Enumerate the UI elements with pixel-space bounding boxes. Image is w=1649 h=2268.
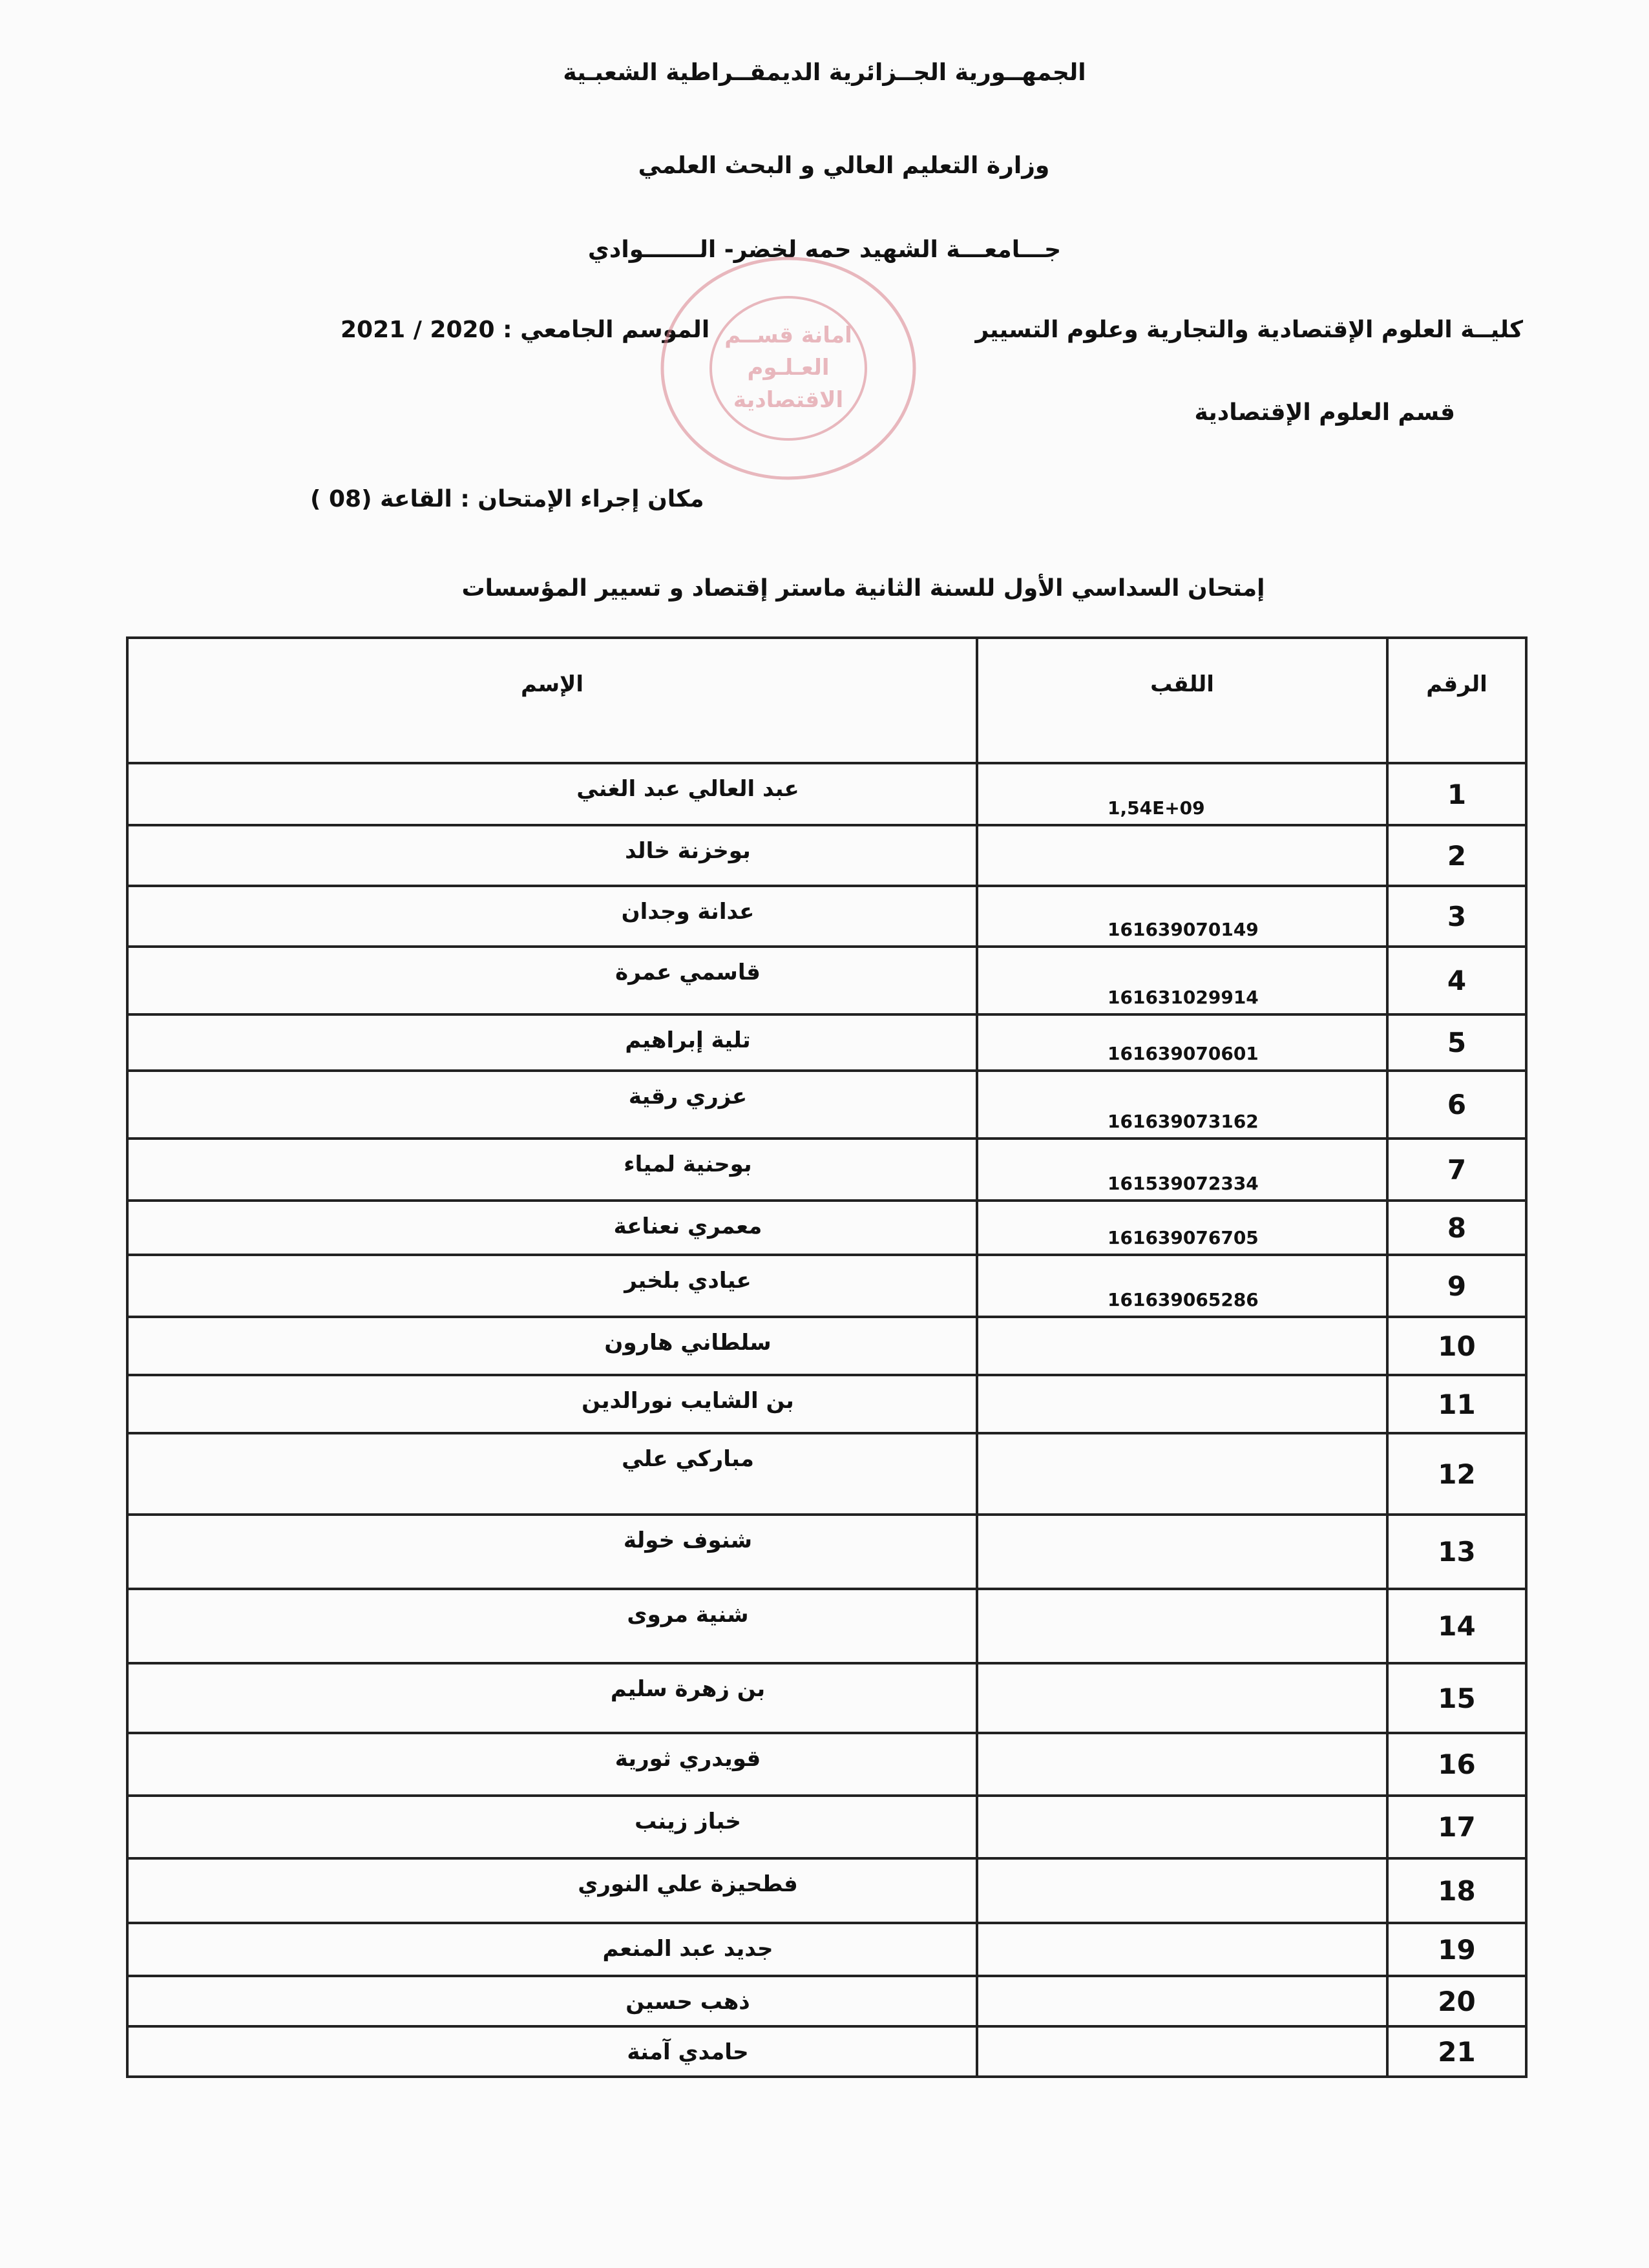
row-number: 5 — [1387, 1014, 1526, 1071]
row-surname: 161639070149 — [977, 886, 1387, 947]
row-number: 13 — [1387, 1515, 1526, 1589]
row-surname: 161639073162 — [977, 1071, 1387, 1139]
row-name: جديد عبد المنعم — [127, 1923, 977, 1976]
academic-season — [341, 317, 709, 343]
row-surname — [977, 1858, 1387, 1923]
table-row — [127, 1663, 1526, 1733]
row-surname — [977, 825, 1387, 886]
table-row — [127, 1317, 1526, 1375]
row-surname: 161639076705 — [977, 1201, 1387, 1255]
row-number: 7 — [1387, 1139, 1526, 1201]
table-row — [127, 1515, 1526, 1589]
stamp-line-3: الاقتصادية — [733, 387, 844, 413]
table-row — [127, 947, 1526, 1014]
row-surname: 161539072334 — [977, 1139, 1387, 1201]
table-row — [127, 1433, 1526, 1515]
row-number: 8 — [1387, 1201, 1526, 1255]
department-title: قسم العلوم الإقتصادية — [1194, 399, 1455, 426]
faculty-title: كليــة العلوم الإقتصادية والتجارية وعلوم التسيير — [975, 317, 1523, 343]
table-row — [127, 1255, 1526, 1317]
row-surname: 161639070601 — [977, 1014, 1387, 1071]
table-row — [127, 1796, 1526, 1858]
stamp-line-2: العـلـوم — [747, 355, 830, 381]
room-value: ( 08) — [310, 486, 372, 512]
row-number: 12 — [1387, 1433, 1526, 1515]
row-name: سلطاني هارون — [127, 1317, 977, 1375]
row-number: 6 — [1387, 1071, 1526, 1139]
row-number: 14 — [1387, 1589, 1526, 1663]
row-name: بوحنية لمياء — [127, 1139, 977, 1201]
row-surname — [977, 1976, 1387, 2026]
table-row — [127, 825, 1526, 886]
row-name: عيادي بلخير — [127, 1255, 977, 1317]
row-number: 9 — [1387, 1255, 1526, 1317]
department-stamp — [656, 252, 921, 485]
stamp-line-1: امانة قســم — [724, 322, 852, 348]
season-value: 2021 / 2020 — [341, 317, 495, 343]
table-row — [127, 1139, 1526, 1201]
header-name: الإسم — [127, 638, 977, 763]
row-surname: 161639065286 — [977, 1255, 1387, 1317]
table-row — [127, 1201, 1526, 1255]
table-row — [127, 1589, 1526, 1663]
row-surname — [977, 1433, 1387, 1515]
row-name: فطحيزة علي النوري — [127, 1858, 977, 1923]
row-name: بوخزنة خالد — [127, 825, 977, 886]
row-surname — [977, 1923, 1387, 1976]
table-header-row — [127, 638, 1526, 763]
row-name: عدانة وجدان — [127, 886, 977, 947]
table-row — [127, 1071, 1526, 1139]
row-number: 18 — [1387, 1858, 1526, 1923]
header-number: الرقم — [1387, 638, 1526, 763]
row-name: شنوف خولة — [127, 1515, 977, 1589]
row-number: 21 — [1387, 2026, 1526, 2077]
table-row — [127, 1014, 1526, 1071]
row-number: 15 — [1387, 1663, 1526, 1733]
row-name: مباركي علي — [127, 1433, 977, 1515]
row-name: عبد العالي عبد الغني — [127, 763, 977, 825]
row-surname — [977, 1317, 1387, 1375]
row-name: قويدري ثورية — [127, 1733, 977, 1796]
row-surname: 1,54E+09 — [977, 763, 1387, 825]
students-table — [126, 636, 1528, 2078]
table-body — [127, 763, 1526, 2077]
room-label: مكان إجراء الإمتحان : القاعة — [380, 486, 704, 512]
row-name: قاسمي عمرة — [127, 947, 977, 1014]
table-row — [127, 2026, 1526, 2077]
row-number: 2 — [1387, 825, 1526, 886]
row-number: 10 — [1387, 1317, 1526, 1375]
row-number: 1 — [1387, 763, 1526, 825]
season-label: الموسم الجامعي : — [503, 317, 710, 343]
row-name: خباز زينب — [127, 1796, 977, 1858]
table-row — [127, 1733, 1526, 1796]
republic-title: الجمهــورية الجــزائرية الديمقــراطية الشعبـية — [563, 59, 1086, 86]
table-row — [127, 1923, 1526, 1976]
row-number: 16 — [1387, 1733, 1526, 1796]
row-name: معمري نعناعة — [127, 1201, 977, 1255]
row-number: 3 — [1387, 886, 1526, 947]
university-title: جـــامعـــة الشهيد حمه لخضر- الـــــــوادي — [587, 236, 1062, 263]
table-row — [127, 1976, 1526, 2026]
row-number: 17 — [1387, 1796, 1526, 1858]
header-surname: اللقب — [977, 638, 1387, 763]
table-row — [127, 886, 1526, 947]
row-surname: 161631029914 — [977, 947, 1387, 1014]
row-surname — [977, 1663, 1387, 1733]
row-name: بن الشايب نورالدين — [127, 1375, 977, 1433]
row-name: بن زهرة سليم — [127, 1663, 977, 1733]
table-row — [127, 1375, 1526, 1433]
exam-room — [310, 486, 704, 512]
row-surname — [977, 1733, 1387, 1796]
row-name: شنية مروى — [127, 1589, 977, 1663]
row-surname — [977, 1589, 1387, 1663]
row-surname — [977, 2026, 1387, 2077]
table-row — [127, 763, 1526, 825]
row-number: 11 — [1387, 1375, 1526, 1433]
exam-title: إمتحان السداسي الأول للسنة الثانية ماستر إقتصاد و تسيير المؤسسات — [461, 575, 1265, 602]
row-name: حامدي آمنة — [127, 2026, 977, 2077]
table-row — [127, 1858, 1526, 1923]
row-surname — [977, 1515, 1387, 1589]
row-name: تلية إبراهيم — [127, 1014, 977, 1071]
row-number: 4 — [1387, 947, 1526, 1014]
row-surname — [977, 1796, 1387, 1858]
row-number: 19 — [1387, 1923, 1526, 1976]
row-surname — [977, 1375, 1387, 1433]
row-number: 20 — [1387, 1976, 1526, 2026]
ministry-title: وزارة التعليم العالي و البحث العلمي — [638, 152, 1050, 179]
row-name: ذهب حسين — [127, 1976, 977, 2026]
row-name: عزري رقية — [127, 1071, 977, 1139]
